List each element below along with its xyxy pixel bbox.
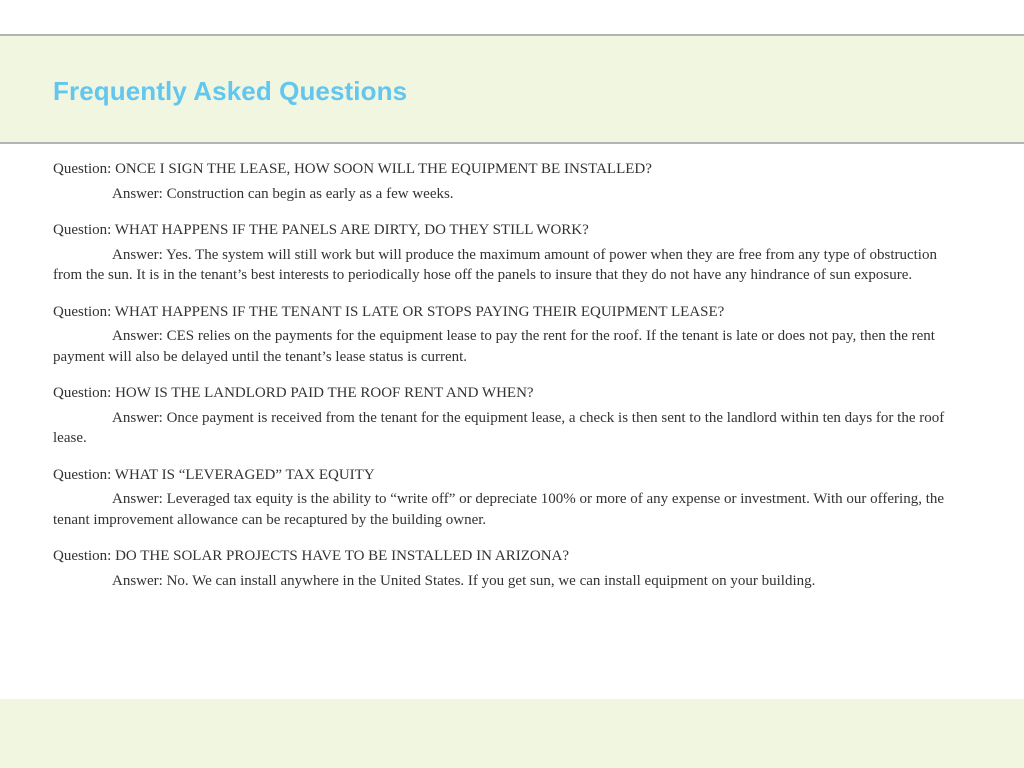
faq-item-5 [53,465,965,531]
faq-answer: Answer: Once payment is received from the tenant for the equipment lease, a check is then sent to the landlord within ten days for the roof lease. [53,409,945,446]
faq-list [53,159,965,607]
faq-item-4 [53,383,965,449]
faq-question: Question: WHAT IS “LEVERAGED” TAX EQUITY [53,466,375,483]
faq-item-1 [53,159,965,204]
top-margin [0,0,1024,34]
faq-answer: Answer: CES relies on the payments for the equipment lease to pay the rent for the roof. If the tenant is late or does not pay, then the rent payment will also be delayed until the tenant’s lease status is current. [53,328,935,365]
faq-question: Question: ONCE I SIGN THE LEASE, HOW SOON WILL THE EQUIPMENT BE INSTALLED? [53,161,652,177]
title-band [0,34,1024,144]
page-title: Frequently Asked Questions [53,76,408,106]
faq-item-3 [53,302,965,368]
faq-question: Question: WHAT HAPPENS IF THE TENANT IS LATE OR STOPS PAYING THEIR EQUIPMENT LEASE? [53,303,725,320]
faq-answer: Answer: Yes. The system will still work but will produce the maximum amount of power when they are free from any type of obstruction from the sun. It is in the tenant’s best interests to periodically hose off the panels to insure that they do not have any hindrance of sun exposure. [53,246,937,283]
footer-band [0,699,1024,768]
faq-answer: Answer: Construction can begin as early as a few weeks. [112,185,454,202]
faq-question: Question: HOW IS THE LANDLORD PAID THE ROOF RENT AND WHEN? [53,385,534,401]
faq-item-6 [53,546,965,591]
faq-item-2 [53,220,965,286]
faq-question: Question: DO THE SOLAR PROJECTS HAVE TO BE INSTALLED IN ARIZONA? [53,548,570,564]
faq-question: Question: WHAT HAPPENS IF THE PANELS ARE DIRTY, DO THEY STILL WORK? [53,222,589,238]
faq-answer: Answer: No. We can install anywhere in the United States. If you get sun, we can install equipment on your building. [112,572,816,589]
faq-answer: Answer: Leveraged tax equity is the ability to “write off” or depreciate 100% or more of any expense or investment. With our offering, the tenant improvement allowance can be recaptured by the building owner. [53,491,945,528]
